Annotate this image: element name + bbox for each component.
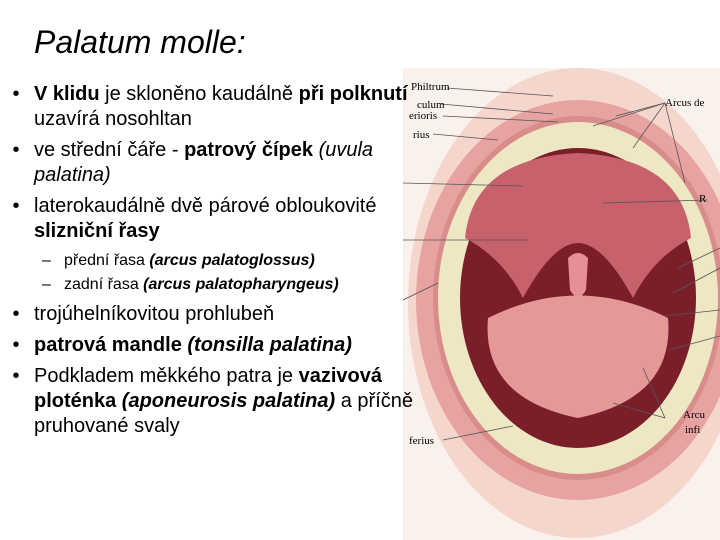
bullet-item: • patrová mandle (tonsilla palatina): [12, 334, 352, 356]
text-run: zadní řasa: [64, 276, 144, 293]
text-run: (aponeurosis palatina): [121, 390, 336, 412]
label-ferius: ferius: [409, 435, 435, 447]
text-run: Podkladem měkkého patra je: [34, 365, 299, 387]
text-run: patrový čípek: [184, 139, 314, 161]
text-run: vazivová ploténka: [34, 365, 382, 412]
label-rius: rius: [413, 129, 430, 141]
text-run: při polknutí: [298, 83, 408, 105]
sub-bullet-item: – zadní řasa (arcus palatopharyngeus): [42, 276, 339, 293]
uvula: [568, 253, 588, 297]
bullet-item: • laterokaudálně dvě párové obloukovité slizniční řasy: [12, 195, 377, 242]
label-arcus: Arcus de: [665, 97, 705, 109]
text-run: (tonsilla palatina): [187, 334, 352, 356]
text-run: laterokaudálně dvě párové obloukovité: [34, 195, 377, 217]
text-run: ve střední čáře -: [34, 139, 185, 161]
text-run: patrová mandle: [34, 334, 188, 356]
label-r: R: [699, 193, 707, 205]
text-run: (uvula palatina): [34, 139, 374, 186]
sub-bullet-item: – přední řasa (arcus palatoglossus): [42, 252, 315, 269]
oral-cavity-illustration: [403, 68, 720, 540]
text-run: je skloněno kaudálně: [99, 83, 299, 105]
text-run: přední řasa: [64, 252, 150, 269]
bullet-item: • trojúhelníkovitou prohlubeň: [12, 303, 275, 325]
bullet-list: [6, 82, 416, 445]
text-run: a příčně pruhované svaly: [34, 390, 413, 437]
bullet-item: • Podkladem měkkého patra je vazivová ploténka (aponeurosis palatina) a příčně pruhované svaly: [12, 365, 413, 437]
label-philtrum: Philtrum: [411, 81, 450, 93]
text-run: (arcus palatopharyngeus): [143, 276, 339, 293]
bullet-item: • V klidu je skloněno kaudálně při polknutí uzavírá nosohltan: [12, 83, 408, 130]
text-run: V klidu: [34, 83, 100, 105]
label-arcus-inferior: Arcu: [683, 409, 705, 421]
text-run: uzavírá nosohltan: [34, 108, 192, 130]
label-culum: culum: [417, 99, 445, 111]
text-run: (arcus palatoglossus): [149, 252, 315, 269]
text-run: slizniční řasy: [34, 220, 160, 242]
slide-title: Palatum molle:: [34, 24, 246, 60]
label-inferior: infi: [685, 424, 701, 436]
label-erioris: erioris: [409, 110, 438, 122]
bullet-item: • ve střední čáře - patrový čípek (uvula palatina): [12, 139, 374, 186]
text-run: trojúhelníkovitou prohlubeň: [34, 303, 275, 325]
